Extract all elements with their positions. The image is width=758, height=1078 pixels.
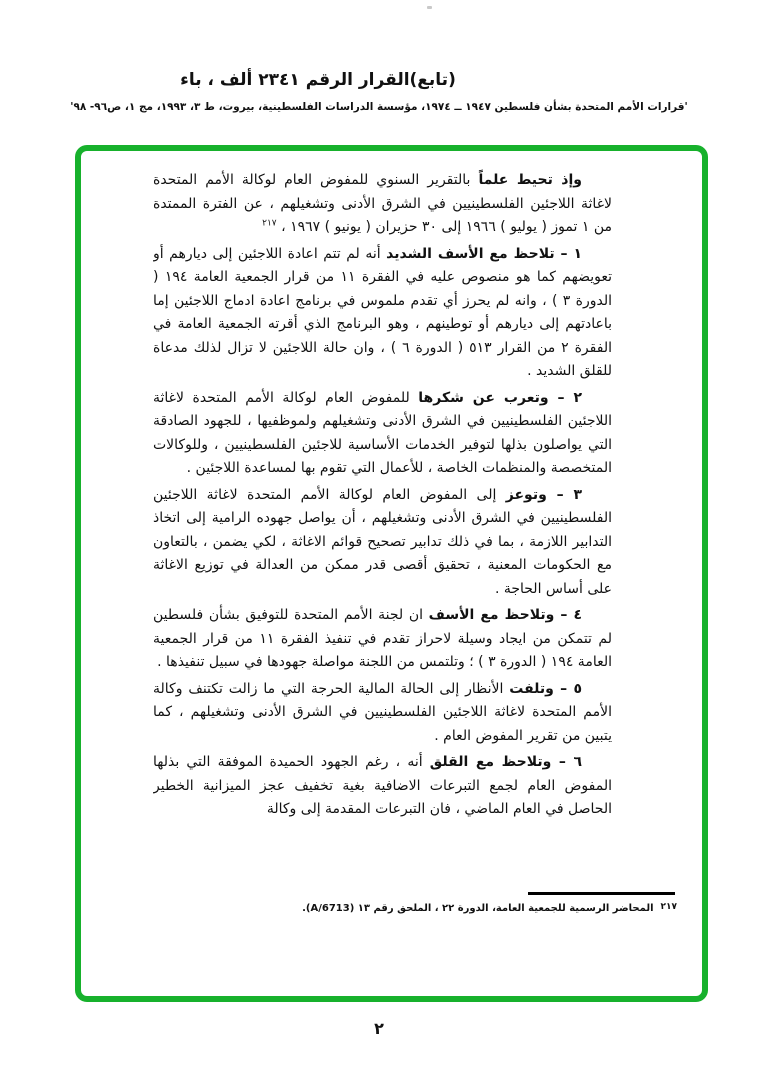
paragraph-text: أنه لم تتم اعادة اللاجئين إلى ديارهم أو تعويضهم كما هو منصوص عليه في الفقرة ١١ من قرار الجمعية العامة ١٩٤ ( الدورة ٣ ) ، وانه لم يحرز أي تقدم ملموس في برنامج اعادة ادماج اللاجئين إما باعادتهم إلى ديارهم أو توطينهم ، وهو البرنامج الذي أقرته الجمعية العامة في الفقرة ٢ من القرار ٥١٣ ( الدورة ٦ ) ، وان حالة اللاجئين لا تزال لذلك مدعاة للقلق الشديد . — [153, 245, 612, 379]
paragraph-3 — [153, 484, 612, 602]
footnote-text: المحاضر الرسمية للجمعية العامة، الدورة ٢٢ ، الملحق رقم ١٣ (A/6713). — [302, 903, 654, 914]
paragraph-lead: وإذ تحيط علماً — [478, 172, 582, 188]
footnote — [302, 902, 677, 914]
footnote-reference: ٢١٧ — [262, 218, 277, 229]
resolution-body — [153, 169, 612, 825]
footnote-number: ٢١٧ — [660, 902, 677, 912]
paragraph-text: ان لجنة الأمم المتحدة للتوفيق بشأن فلسطين لم تتمكن من ايجاد وسيلة لاحراز تقدم في تنفيذ الفقرة ١١ من قرار الجمعية العامة ١٩٤ ( الدورة ٣ ) ؛ وتلتمس من اللجنة مواصلة جهودها في سبيل تنفيذها . — [153, 607, 612, 670]
paragraph-lead: ٤ – وتلاحظ مع الأسف — [428, 607, 583, 623]
paragraph-6 — [153, 751, 612, 822]
paragraph-4 — [153, 604, 612, 675]
paragraph-1 — [153, 243, 612, 384]
paragraph-lead: ٢ – وتعرب عن شكرها — [418, 389, 582, 406]
paragraph-lead: ٦ – وتلاحظ مع القلق — [429, 754, 582, 770]
paragraph-lead: ١ – تلاحظ مع الأسف الشديد — [386, 245, 583, 262]
paragraph-preamble — [153, 169, 612, 240]
paragraph-text: إلى المفوض العام لوكالة الأمم المتحدة لاغاثة اللاجئين الفلسطينيين في الشرق الأدنى وتشغيلهم ، أن يواصل جهوده الرامية إلى اتخاذ التدابير اللازمة ، بما في ذلك تدابير تصحيح قوائم الاغاثة ، لكي يضمن ، بالتعاون مع الحكومات المعنية ، تحقيق أقصى قدر ممكن من العدالة في توزيع الاغاثة على أساس الحاجة . — [153, 486, 612, 597]
paragraph-5 — [153, 678, 612, 749]
paragraph-lead: ٣ – وتوعز — [505, 486, 583, 503]
source-citation: 'قرارات الأمم المتحدة بشأن فلسطين ١٩٤٧ ــ ١٩٧٤، مؤسسة الدراسات الفلسطينية، بيروت، ط ٣، ١٩٩٣، مج ١، ص٩٦- ٩٨' — [70, 101, 688, 113]
paragraph-text: الأنظار إلى الحالة المالية الحرجة التي ما زالت تكتنف وكالة الأمم المتحدة لاغاثة اللاجئين الفلسطينيين في الشرق الأدنى وتشغيلهم ، كما يتبين من تقرير المفوض العام . — [153, 680, 612, 744]
document-title: (تابع)القرار الرقم ٢٣٤١ ألف ، باء — [180, 70, 456, 90]
paragraph-text: بالتقرير السنوي للمفوض العام لوكالة الأمم المتحدة لاغاثة اللاجئين الفلسطينيين في الشرق الأدنى وتشغيلهم ، عن الفترة الممتدة من ١ تموز ( يوليو ) ١٩٦٦ إلى ٣٠ حزيران ( يونيو ) ١٩٦٧ ، — [153, 172, 612, 235]
scan-artifact — [427, 6, 432, 9]
paragraph-lead: ٥ – وتلفت — [509, 680, 582, 697]
page-number: ٢ — [374, 1019, 384, 1038]
paragraph-text: أنه ، رغم الجهود الحميدة الموفقة التي بذلها المفوض العام لجمع التبرعات الاضافية بغية تخفيف عجز الميزانية الخطير الحاصل في العام الماضي ، فان التبرعات المقدمة إلى وكالة — [153, 754, 612, 817]
paragraph-2 — [153, 387, 612, 481]
paragraph-text: للمفوض العام لوكالة الأمم المتحدة لاغاثة اللاجئين الفلسطينيين في الشرق الأدنى وتشغيلهم ولموظفيها ، للجهود الصادقة التي يواصلون بذلها لتوفير الخدمات الأساسية للاجئين الفلسطينيين ، وللوكالات المتخصصة والمنظمات الخاصة ، للأعمال التي تقوم بها لمساعدة اللاجئين . — [153, 389, 612, 476]
footnote-separator — [528, 892, 675, 895]
